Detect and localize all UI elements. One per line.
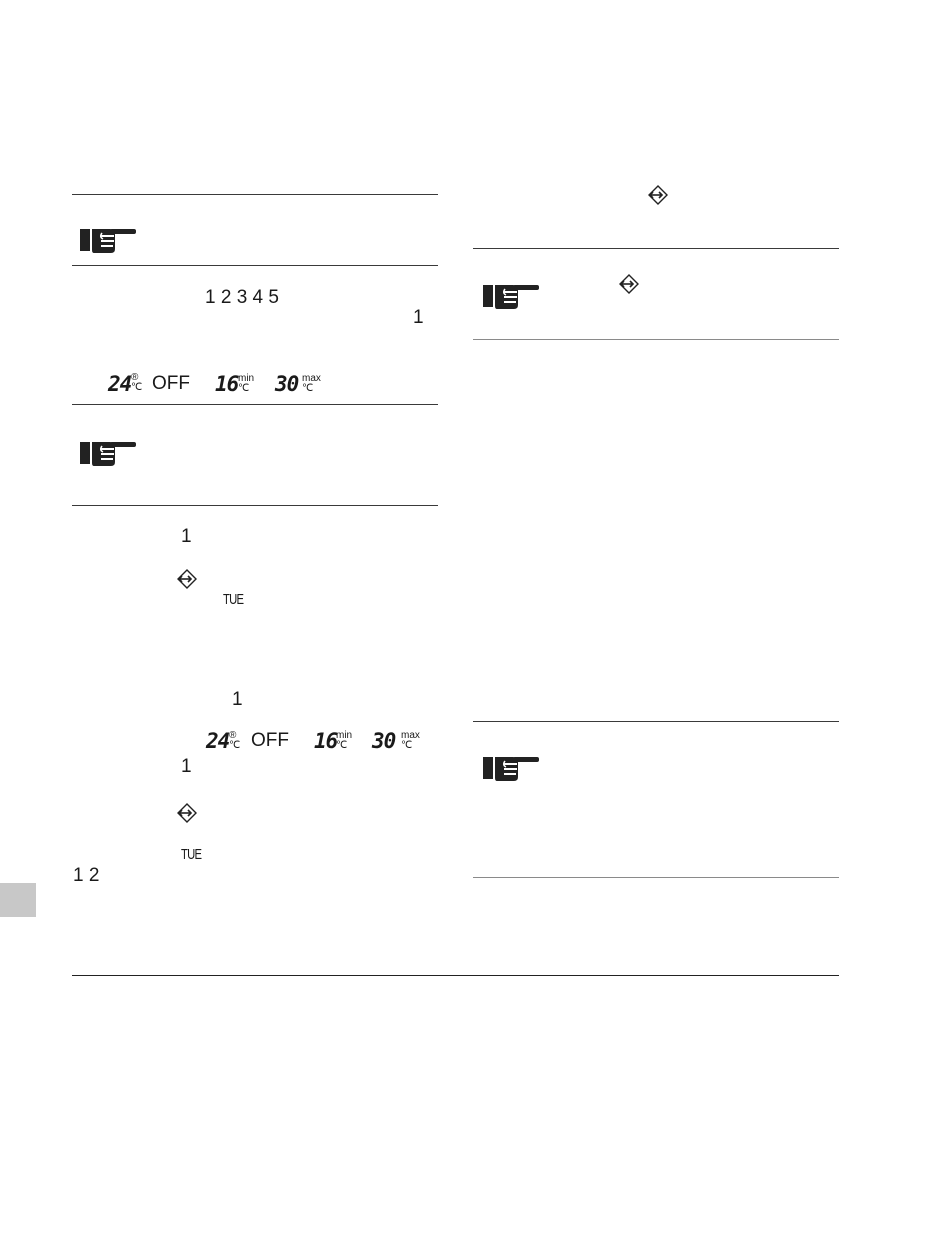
max-label: max [302, 373, 321, 384]
divider [72, 265, 438, 266]
max-unit: ℃ [302, 383, 314, 394]
min-value: 16 [314, 729, 338, 753]
temp-unit: ℃ [229, 740, 241, 751]
divider [72, 194, 438, 195]
divider [72, 404, 438, 405]
min-unit: ℃ [238, 383, 250, 394]
temp-unit: ℃ [131, 382, 143, 393]
step-digit-pair: 1 2 [73, 865, 100, 886]
pointing-hand-icon [483, 280, 541, 310]
step-digit: 1 [232, 689, 243, 710]
divider [473, 248, 839, 249]
day-indicator: TUE [223, 591, 244, 608]
max-value: 30 [372, 729, 396, 753]
divider [72, 505, 438, 506]
eco-leaf-icon: ® [131, 372, 139, 383]
min-label: min [238, 373, 255, 384]
min-unit: ℃ [336, 740, 348, 751]
eco-leaf-icon: ® [229, 730, 237, 741]
pointing-hand-icon [80, 224, 138, 254]
step-digits: 1 2 3 4 5 [205, 287, 279, 308]
divider [473, 339, 839, 340]
mode-arrow-diamond-icon [648, 185, 668, 205]
page-footer-rule [72, 975, 839, 976]
pointing-hand-icon [80, 437, 138, 467]
divider [473, 721, 839, 722]
step-digit: 1 [181, 526, 192, 547]
divider [473, 877, 839, 878]
off-label: OFF [251, 730, 289, 751]
temp-value: 24 [206, 729, 230, 753]
step-trailing-digit: 1 [413, 307, 424, 328]
max-unit: ℃ [401, 740, 413, 751]
max-value: 30 [275, 372, 299, 396]
max-label: max [401, 730, 420, 741]
temp-value: 24 [108, 372, 132, 396]
mode-arrow-diamond-icon [619, 274, 639, 294]
off-label: OFF [152, 373, 190, 394]
min-label: min [336, 730, 353, 741]
step-digit: 1 [181, 756, 192, 777]
day-indicator: TUE [181, 846, 202, 863]
mode-arrow-diamond-icon [177, 569, 197, 589]
mode-arrow-diamond-icon [177, 803, 197, 823]
min-value: 16 [215, 372, 239, 396]
pointing-hand-icon [483, 752, 541, 782]
page-side-tab [0, 883, 36, 917]
